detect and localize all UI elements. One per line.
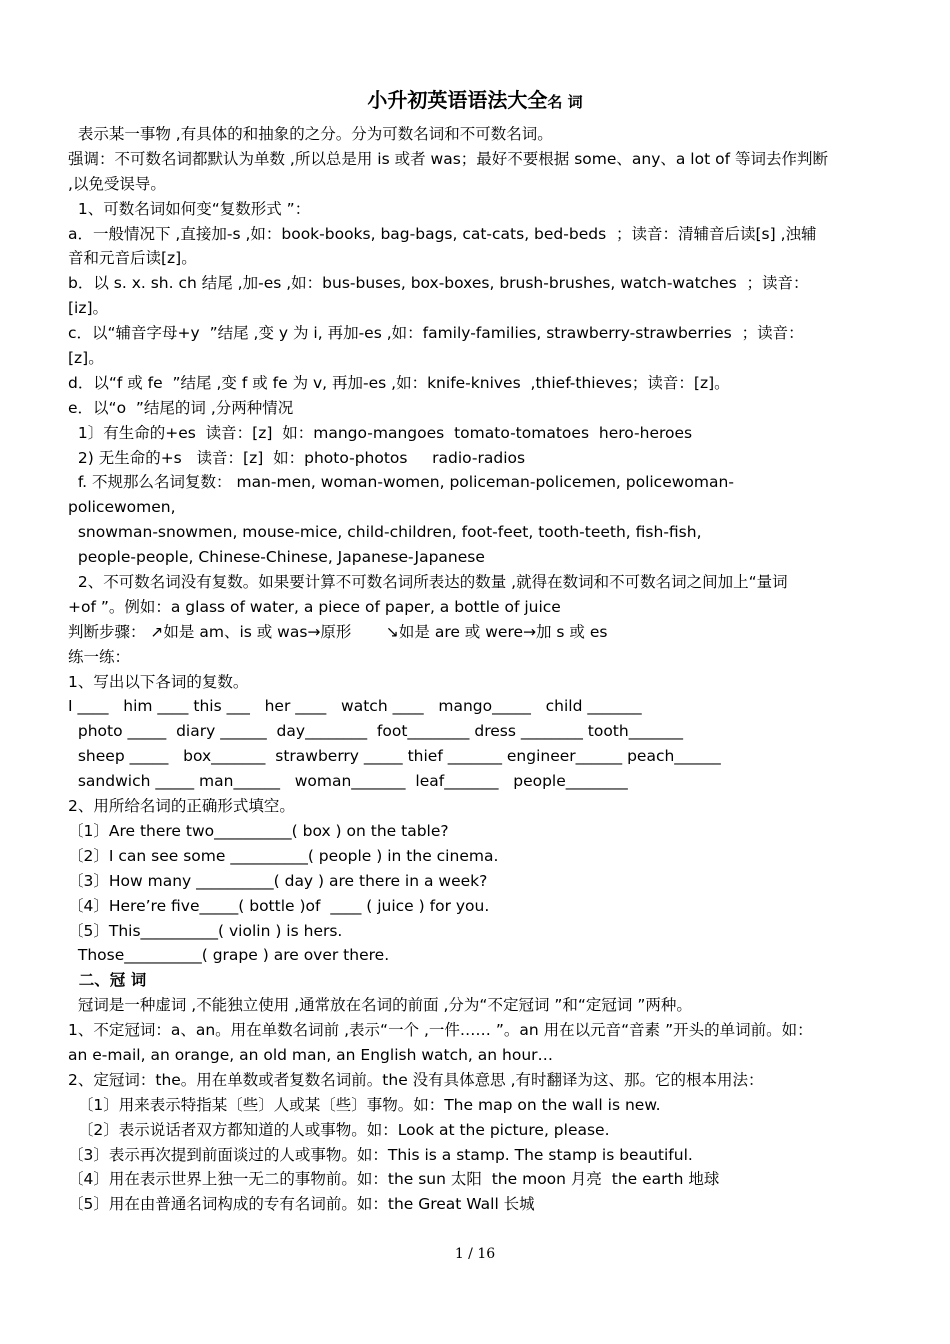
text-line: sandwich _____ man______ woman_______ leaf_______ people________: [68, 772, 628, 791]
document-body: [68, 122, 883, 1217]
section-heading: 二、冠 词: [68, 971, 147, 990]
text-line: people-people, Chinese-Chinese, Japanese-Japanese: [68, 548, 485, 567]
text-line: 〔4〕Here’re five_____( bottle )of ____ ( juice ) for you.: [68, 896, 490, 915]
text-line: 2、用所给名词的正确形式填空。: [68, 797, 295, 816]
text-line: ,以免受误导。: [68, 174, 166, 193]
text-line: 〔5〕用在由普通名词构成的专有名词前。如：the Great Wall 长城: [68, 1195, 535, 1214]
text-line: 1、可数名词如何变“复数形式 ”：: [68, 199, 311, 218]
text-line: snowman-snowmen, mouse-mice, child-children, foot-feet, tooth-teeth, fish-fish,: [68, 523, 702, 542]
text-line: 2、不可数名词没有复数。如果要计算不可数名词所表达的数量 ,就得在数词和不可数名词之间加上“量词: [68, 573, 788, 592]
text-line: 冠词是一种虚词 ,不能独立使用 ,通常放在名词的前面 ,分为“不定冠词 ”和“定冠词 ”两种。: [68, 996, 692, 1015]
text-line: d．以“f 或 fe ”结尾 ,变 f 或 fe 为 v, 再加-es ,如：knife-knives ,thief-thieves；读音：[z]。: [68, 373, 730, 392]
text-line: I ____ him ____ this ___ her ____ watch ____ mango_____ child _______: [68, 697, 642, 716]
page-title: [0, 84, 950, 113]
text-line: photo _____ diary ______ day________ foot________ dress ________ tooth_______: [68, 722, 683, 741]
text-line: 练一练：: [68, 647, 131, 666]
text-line: policewomen,: [68, 498, 176, 517]
text-line: 强调：不可数名词都默认为单数 ,所以总是用 is 或者 was；最好不要根据 some、any、a lot of 等词去作判断: [68, 149, 828, 168]
text-line: f. 不规那么名词复数： man-men, woman-women, policeman-policemen, policewoman-: [68, 473, 734, 492]
text-line: 〔1〕Are there two__________( box ) on the table?: [68, 821, 449, 840]
text-line: 〔2〕表示说话者双方都知道的人或事物。如：Look at the picture, please.: [68, 1120, 610, 1139]
title-sub: 名 词: [547, 93, 583, 111]
text-line: an e-mail, an orange, an old man, an English watch, an hour…: [68, 1045, 554, 1064]
text-line: c．以“辅音字母+y ”结尾 ,变 y 为 i, 再加-es ,如：family-families, strawberry-strawberries ；读音：: [68, 324, 804, 343]
text-line: a．一般情况下 ,直接加-s ,如：book-books, bag-bags, cat-cats, bed-beds ；读音：清辅音后读[s] ,浊辅: [68, 224, 817, 243]
text-line: 1、不定冠词：a、an。用在单数名词前 ,表示“一个 ,一件…… ”。an 用在以元音“音素 ”开头的单词前。如：: [68, 1021, 813, 1040]
text-line: sheep _____ box_______ strawberry _____ thief _______ engineer______ peach______: [68, 747, 721, 766]
text-line: 表示某一事物 ,有具体的和抽象的之分。分为可数名词和不可数名词。: [68, 125, 553, 143]
page-number: 1 / 16: [454, 1246, 496, 1262]
text-line: 〔3〕How many __________( day ) are there in a week?: [68, 871, 488, 890]
text-line: Those__________( grape ) are over there.: [68, 946, 390, 965]
text-line: b．以 s. x. sh. ch 结尾 ,加-es ,如：bus-buses, box-boxes, brush-brushes, watch-watches ；读音：: [68, 274, 809, 293]
text-line: 〔1〕用来表示特指某〔些〕人或某〔些〕事物。如：The map on the wall is new.: [68, 1095, 661, 1114]
text-line: 判断步骤： ↗如是 am、is 或 was→原形 ↘如是 are 或 were→加 s 或 es: [68, 622, 608, 641]
text-line: 〔3〕表示再次提到前面谈过的人或事物。如：This is a stamp. The stamp is beautiful.: [68, 1145, 693, 1164]
text-line: 〔5〕This__________( violin ) is hers.: [68, 921, 343, 940]
text-line: 音和元音后读[z]。: [68, 249, 197, 268]
text-line: 1〕有生命的+es 读音：[z] 如：mango-mangoes tomato-tomatoes hero-heroes: [68, 423, 693, 442]
text-line: e．以“o ”结尾的词 ,分两种情况: [68, 398, 294, 417]
text-line: 2) 无生命的+s 读音：[z] 如：photo-photos radio-radios: [68, 448, 526, 467]
text-line: 〔2〕I can see some __________( people ) in the cinema.: [68, 846, 499, 865]
text-line: 1、写出以下各词的复数。: [68, 672, 249, 691]
text-line: [z]。: [68, 349, 104, 368]
title-main: 小升初英语语法大全: [367, 88, 548, 112]
text-line: +of ”。例如：a glass of water, a piece of paper, a bottle of juice: [68, 597, 561, 616]
text-line: 〔4〕用在表示世界上独一无二的事物前。如：the sun 太阳 the moon 月亮 the earth 地球: [68, 1170, 720, 1189]
text-line: [iz]。: [68, 299, 109, 318]
text-line: 2、定冠词：the。用在单数或者复数名词前。the 没有具体意思 ,有时翻译为这、那。它的根本用法：: [68, 1070, 764, 1089]
